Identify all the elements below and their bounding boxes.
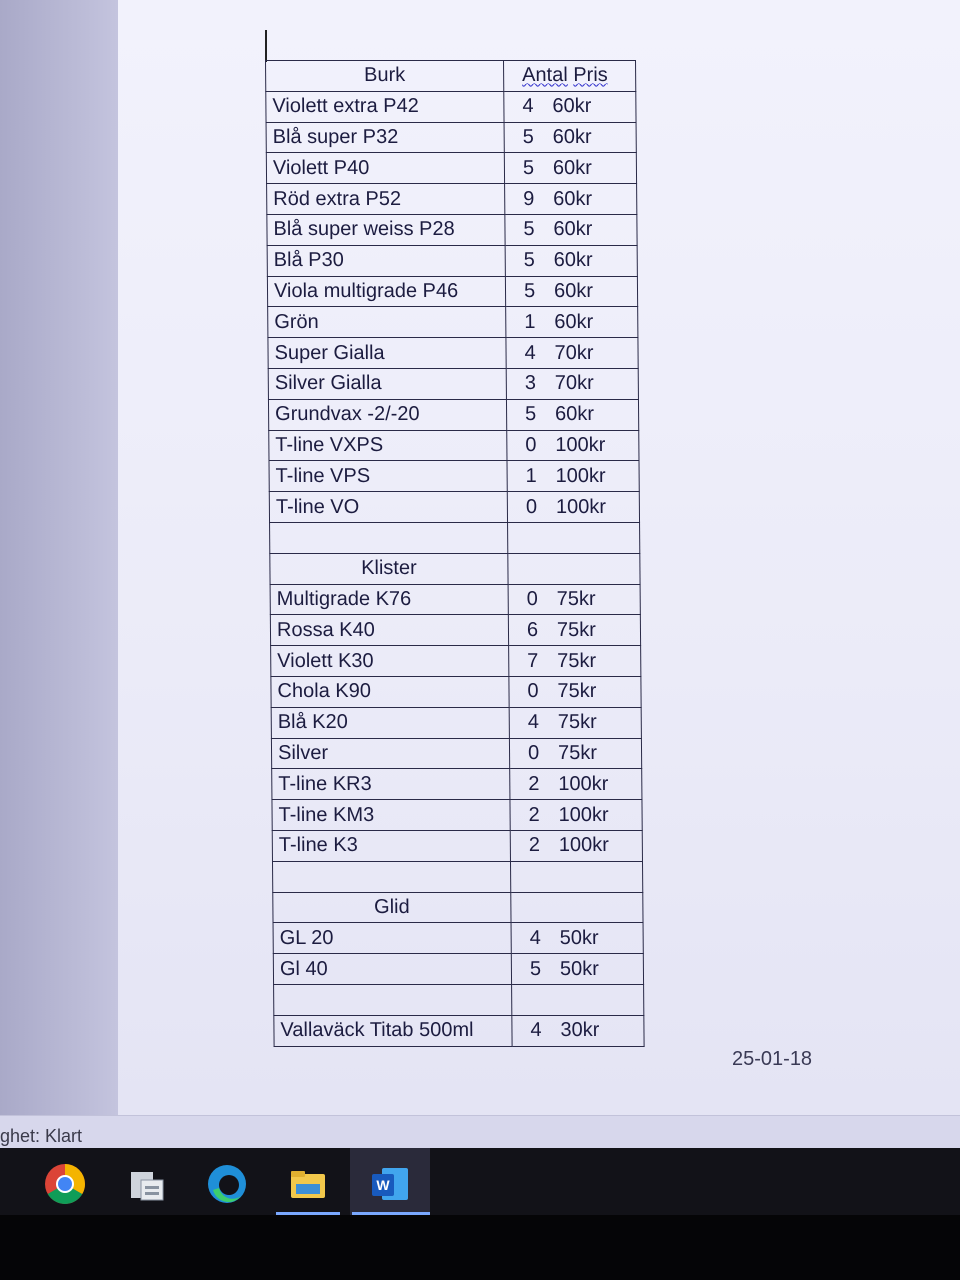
item-name: Silver: [271, 738, 509, 769]
section-title: Glid: [273, 892, 511, 923]
item-name: T-line KM3: [272, 800, 510, 831]
item-price: 100kr: [558, 803, 609, 826]
item-name: Grundvax -2/-20: [268, 399, 506, 430]
table-row[interactable]: [267, 184, 637, 215]
item-price: 60kr: [552, 156, 592, 179]
item-qty: 3: [524, 372, 537, 395]
table-row[interactable]: [269, 430, 639, 461]
file-server-icon[interactable]: [125, 1162, 169, 1206]
empty-cell: [511, 892, 643, 923]
empty-cell: [508, 522, 640, 553]
item-price: 60kr: [554, 403, 595, 426]
item-name: Multigrade K76: [270, 584, 508, 615]
item-qty-price: [505, 184, 637, 215]
item-qty: 4: [522, 95, 534, 118]
empty-cell: [508, 553, 640, 584]
table-row[interactable]: [268, 338, 638, 369]
item-qty-price: [505, 214, 637, 245]
item-qty-price: [507, 492, 639, 523]
item-qty-price: [504, 153, 636, 184]
item-price: 60kr: [553, 279, 594, 302]
item-price: 75kr: [557, 680, 597, 703]
item-name: Chola K90: [271, 676, 509, 707]
item-name: T-line VO: [269, 492, 507, 523]
item-qty: 0: [527, 741, 540, 764]
item-price: 100kr: [555, 433, 606, 456]
table-row[interactable]: [267, 276, 637, 307]
item-qty: 1: [525, 464, 537, 487]
item-qty-price: [511, 954, 643, 985]
inventory-table[interactable]: [265, 60, 645, 1047]
item-qty: 0: [527, 680, 539, 703]
item-qty: 0: [525, 495, 538, 518]
item-price: 60kr: [554, 310, 594, 333]
monitor-bezel: [0, 1215, 960, 1280]
item-price: 60kr: [553, 249, 593, 272]
item-name: T-line VPS: [269, 461, 507, 492]
item-qty: 4: [529, 926, 541, 949]
item-name: Rossa K40: [270, 615, 508, 646]
item-name: Gl 40: [273, 954, 511, 985]
item-qty-price: [505, 276, 637, 307]
table-row[interactable]: [268, 399, 638, 430]
item-qty: 5: [522, 125, 534, 148]
status-text: ghet: Klart: [0, 1126, 83, 1146]
item-qty-price: [505, 245, 637, 276]
table-row[interactable]: [266, 153, 636, 184]
empty-cell: [512, 984, 644, 1015]
empty-row[interactable]: [274, 984, 644, 1015]
item-qty: 0: [526, 587, 538, 610]
table-header-row: [266, 61, 636, 92]
item-qty-price: [510, 830, 642, 861]
item-qty: 2: [528, 803, 540, 826]
table-row[interactable]: [272, 830, 642, 861]
item-qty-price: [509, 738, 641, 769]
item-price: 60kr: [553, 218, 593, 241]
item-price: 75kr: [557, 649, 597, 672]
item-qty-price: [504, 91, 636, 122]
svg-text:W: W: [376, 1177, 390, 1193]
table-row[interactable]: [273, 923, 643, 954]
workspace-margin: [0, 0, 118, 1115]
item-qty: 4: [530, 1019, 542, 1042]
item-qty-price: [509, 676, 641, 707]
item-qty: 9: [523, 187, 535, 210]
item-name: Blå K20: [271, 707, 509, 738]
item-price: 75kr: [557, 711, 597, 734]
table-row[interactable]: [272, 800, 642, 831]
table-row[interactable]: [266, 91, 636, 122]
table-row[interactable]: [266, 122, 636, 153]
item-qty: 5: [529, 957, 542, 980]
item-name: Blå super P32: [266, 122, 504, 153]
item-qty: 5: [522, 156, 535, 179]
chrome-icon[interactable]: [43, 1162, 87, 1206]
item-name: Blå P30: [267, 245, 505, 276]
item-name: Grön: [268, 307, 506, 338]
item-price: 50kr: [559, 926, 599, 949]
table-row[interactable]: [268, 307, 638, 338]
item-price: 75kr: [557, 741, 598, 764]
item-price: 70kr: [554, 341, 594, 364]
item-price: 100kr: [558, 772, 609, 795]
item-name: Viola multigrade P46: [267, 276, 505, 307]
empty-cell: [274, 984, 512, 1015]
item-qty: 4: [524, 341, 536, 364]
item-qty-price: [512, 1015, 644, 1046]
item-qty-price: [506, 307, 638, 338]
item-qty: 0: [525, 433, 537, 456]
edge-icon[interactable]: [205, 1162, 249, 1206]
item-price: 60kr: [552, 125, 592, 148]
item-qty-price: [506, 338, 638, 369]
empty-row[interactable]: [270, 522, 640, 553]
item-qty: 6: [526, 618, 539, 641]
item-qty-price: [508, 584, 640, 615]
item-qty-price: [508, 615, 640, 646]
item-price: 100kr: [555, 495, 607, 518]
empty-cell: [272, 861, 510, 892]
item-name: GL 20: [273, 923, 511, 954]
item-price: 75kr: [556, 618, 596, 641]
item-price: 100kr: [558, 834, 609, 857]
item-name: Violett P40: [266, 153, 504, 184]
item-name: Silver Gialla: [268, 368, 506, 399]
document-date: 25-01-18: [732, 1048, 813, 1070]
item-qty-price: [511, 923, 643, 954]
header-antal-pris: [504, 61, 636, 92]
item-qty: 2: [528, 772, 540, 795]
item-name: Violett K30: [271, 646, 509, 677]
item-name: Blå super weiss P28: [267, 214, 505, 245]
item-name: T-line KR3: [272, 769, 510, 800]
empty-cell: [510, 861, 642, 892]
file-explorer-icon[interactable]: [286, 1162, 330, 1206]
header-antal: Antal: [522, 64, 568, 87]
item-qty: 5: [523, 279, 536, 302]
table-row[interactable]: [271, 738, 641, 769]
table-row[interactable]: [271, 676, 641, 707]
item-price: 30kr: [560, 1019, 600, 1042]
table-row[interactable]: [271, 707, 641, 738]
item-qty: 5: [524, 403, 537, 426]
item-qty-price: [509, 646, 641, 677]
item-qty: 7: [527, 649, 539, 672]
table-row[interactable]: [271, 646, 641, 677]
table-row[interactable]: [270, 615, 640, 646]
word-icon[interactable]: [368, 1162, 412, 1206]
text-cursor: [265, 30, 267, 62]
item-qty: 5: [523, 218, 535, 241]
item-qty-price: [507, 461, 639, 492]
table-row[interactable]: [267, 245, 637, 276]
item-price: 60kr: [552, 95, 592, 118]
windows-taskbar: [0, 1148, 960, 1218]
item-qty-price: [506, 399, 638, 430]
item-name: T-line K3: [272, 830, 510, 861]
header-pris: Pris: [573, 64, 608, 87]
header-burk: Burk: [266, 61, 504, 92]
item-qty-price: [509, 707, 641, 738]
empty-row[interactable]: [272, 861, 642, 892]
item-qty-price: [504, 122, 636, 153]
section-title: Klister: [270, 553, 508, 584]
item-name: Super Gialla: [268, 338, 506, 369]
item-name: Röd extra P52: [267, 184, 505, 215]
item-qty-price: [510, 769, 642, 800]
item-price: 75kr: [556, 587, 596, 610]
table-row[interactable]: [268, 368, 638, 399]
item-name: Violett extra P42: [266, 91, 504, 122]
item-name: T-line VXPS: [269, 430, 507, 461]
table-row[interactable]: [267, 214, 637, 245]
item-price: 100kr: [555, 464, 606, 487]
section-glid: [273, 892, 643, 923]
item-price: 50kr: [559, 957, 599, 980]
item-qty-price: [507, 430, 639, 461]
item-qty-price: [506, 368, 638, 399]
empty-cell: [270, 522, 508, 553]
table-row[interactable]: [273, 954, 643, 985]
table-row[interactable]: [269, 492, 639, 523]
item-qty-price: [510, 800, 642, 831]
table-row[interactable]: [272, 769, 642, 800]
item-qty: 4: [527, 711, 539, 734]
table-row[interactable]: [269, 461, 639, 492]
section-klister: [270, 553, 640, 584]
table-row[interactable]: [270, 584, 640, 615]
item-name: Vallaväck Titab 500ml: [274, 1015, 512, 1046]
item-price: 70kr: [554, 372, 594, 395]
item-qty: 2: [528, 834, 541, 857]
item-price: 60kr: [553, 187, 593, 210]
table-row[interactable]: [274, 1015, 644, 1046]
item-qty: 1: [524, 310, 536, 333]
item-qty: 5: [523, 249, 535, 272]
